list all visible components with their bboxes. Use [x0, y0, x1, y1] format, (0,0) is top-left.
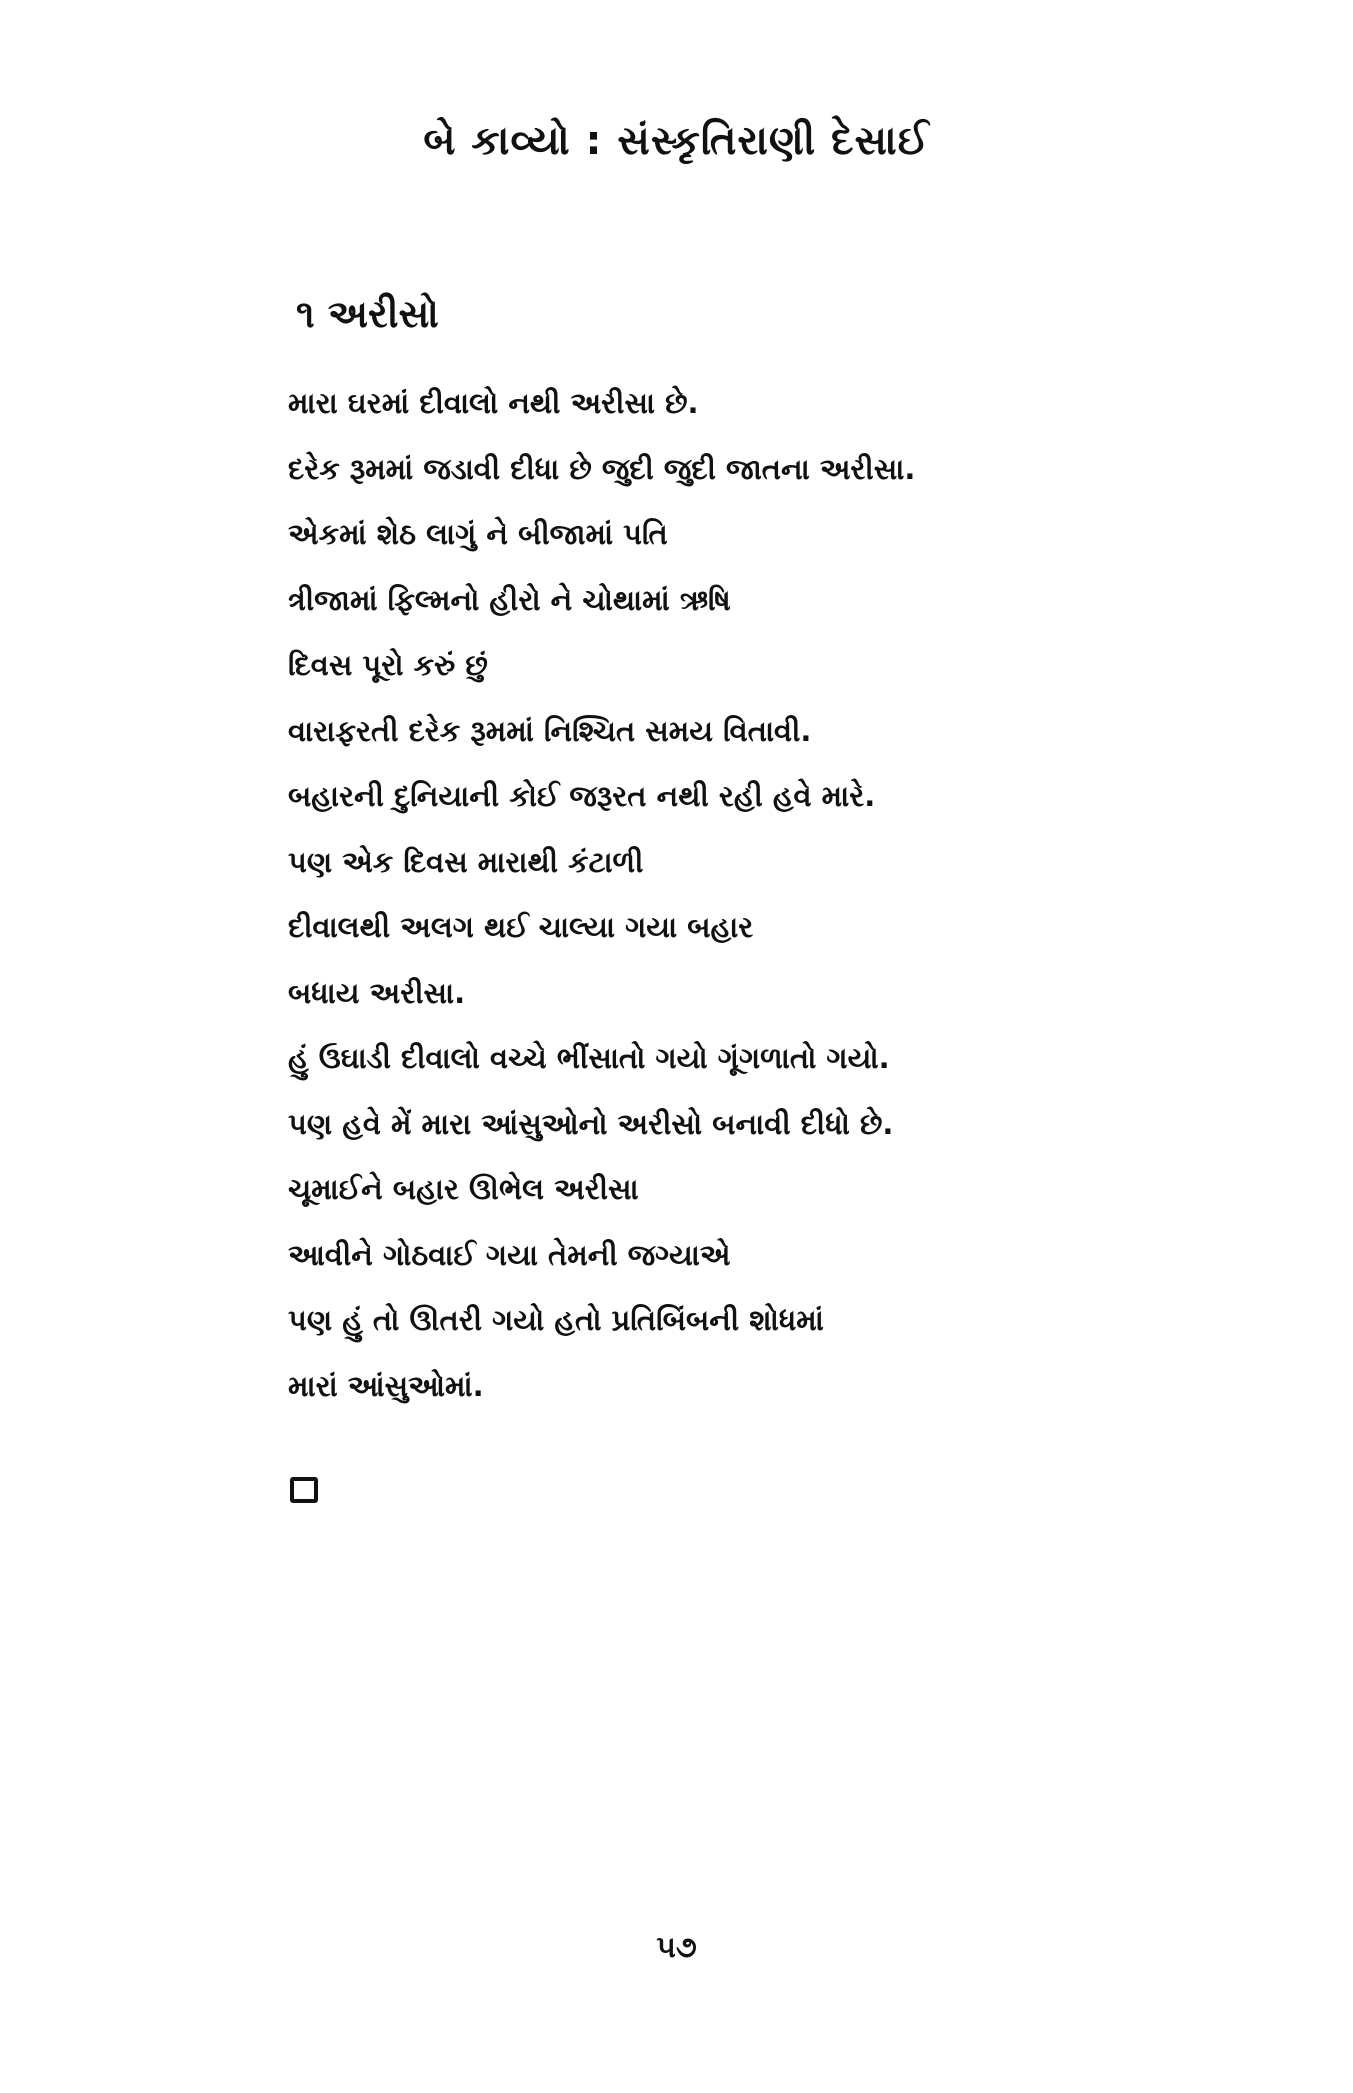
poem-line: મારાં આંસુઓમાં. [288, 1368, 484, 1403]
poem-line: બહારની દુનિયાની કોઈ જરૂરત નથી રહી હવે મારે. [288, 779, 876, 813]
poem-line: આવીને ગોઠવાઈ ગયા તેમની જગ્યાએ [288, 1237, 731, 1272]
end-of-poem-square-icon [290, 1477, 318, 1503]
poem-line: દીવાલથી અલગ થઈ ચાલ્યા ગયા બહાર [288, 910, 754, 944]
poem-line: વારાફરતી દરેક રૂમમાં નિશ્ચિત સમય વિતાવી. [288, 713, 812, 748]
poem-line: એકમાં શેઠ લાગું ને બીજામાં પતિ [288, 517, 668, 551]
poem-line: મારા ઘરમાં દીવાલો નથી અરીસા છે. [288, 386, 699, 420]
poem-line: ચૂમાઈને બહાર ઊભેલ અરીસા [288, 1172, 639, 1206]
poem-line: પણ એક દિવસ મારાથી કંટાળી [288, 844, 644, 879]
poem-body [288, 380, 1188, 1428]
poem-line: બધાય અરીસા. [288, 975, 466, 1010]
poem-line: દરેક રૂમમાં જડાવી દીધા છે જુદી જુદી જાતના અરીસા. [288, 451, 916, 486]
page-number: ૫૭ [656, 1930, 697, 1965]
poem-line: હું ઉઘાડી દીવાલો વચ્ચે ભીંસાતો ગયો ગૂંગળાતો ગયો. [288, 1041, 890, 1075]
poem-line: ત્રીજામાં ફિલ્મનો હીરો ને ચોથામાં ઋષિ [288, 582, 731, 617]
poem-line: દિવસ પૂરો કરું છું [288, 648, 488, 682]
poem-heading: ૧ અરીસો [296, 292, 439, 336]
poem-line: પણ હું તો ઊતરી ગયો હતો પ્રતિબિંબની શોધમાં [288, 1303, 824, 1337]
poem-line: પણ હવે મેં મારા આંસુઓનો અરીસો બનાવી દીધો છે. [288, 1106, 894, 1141]
page-title: બે કાવ્યો : સંસ્કૃતિરાણી દેસાઈ [423, 118, 930, 164]
